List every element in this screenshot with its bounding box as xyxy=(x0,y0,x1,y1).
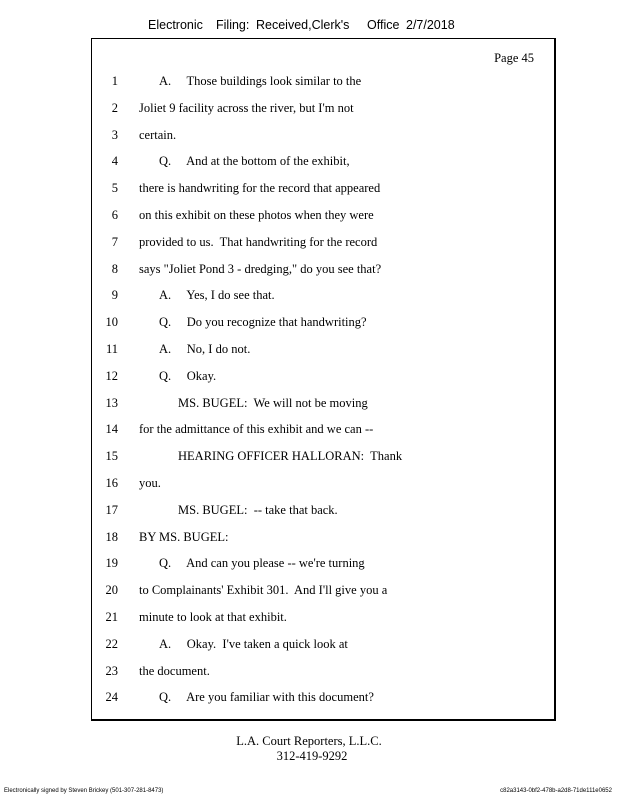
transcript-line xyxy=(92,664,552,682)
transcript-line xyxy=(92,342,552,360)
line-number: 24 xyxy=(105,690,118,705)
line-text: HEARING OFFICER HALLORAN: Thank xyxy=(178,449,403,464)
transcript-line xyxy=(92,610,552,628)
line-text: BY MS. BUGEL: xyxy=(139,529,229,544)
line-text: you. xyxy=(139,476,161,490)
transcript-line xyxy=(92,476,552,494)
transcript-line xyxy=(92,449,552,467)
line-text: certain. xyxy=(139,127,177,142)
line-text: Q. Do you recognize that handwriting? xyxy=(159,315,367,330)
line-number: 21 xyxy=(105,610,118,624)
line-number: 18 xyxy=(105,529,118,544)
line-number: 17 xyxy=(105,502,118,517)
line-text: Joliet 9 facility across the river, but I'm not xyxy=(139,100,354,115)
line-text: A. No, I do not. xyxy=(159,342,251,356)
line-text: provided to us. That handwriting for the record xyxy=(139,234,378,249)
line-number: 1 xyxy=(111,74,118,88)
line-number: 14 xyxy=(105,422,118,437)
transcript-line xyxy=(92,208,552,226)
line-number: 8 xyxy=(111,261,118,276)
header-received: Received,Clerk's xyxy=(256,18,350,32)
transcript-line xyxy=(92,556,552,574)
line-number: 3 xyxy=(111,127,118,142)
line-text: to Complainants' Exhibit 301. And I'll give you a xyxy=(139,583,388,598)
line-number: 9 xyxy=(111,288,118,303)
transcript-line xyxy=(92,74,552,92)
line-number: 11 xyxy=(105,342,118,356)
reporter-footer xyxy=(0,734,618,764)
line-number: 4 xyxy=(111,154,118,169)
transcript-line xyxy=(92,396,552,414)
transcript-page xyxy=(91,38,556,721)
transcript-line xyxy=(92,128,552,146)
line-text: Q. And at the bottom of the exhibit, xyxy=(159,154,350,169)
transcript-line xyxy=(92,101,552,119)
line-text: the document. xyxy=(139,663,210,678)
line-text: Q. Are you familiar with this document? xyxy=(159,690,374,705)
line-text: Q. And can you please -- we're turning xyxy=(159,556,365,571)
transcript-line xyxy=(92,315,552,333)
line-number: 19 xyxy=(105,556,118,571)
line-number: 23 xyxy=(105,663,118,678)
line-text: minute to look at that exhibit. xyxy=(139,610,287,624)
header-filing: Filing: xyxy=(216,18,250,32)
transcript-line xyxy=(92,583,552,601)
page-number: Page 45 xyxy=(494,51,534,65)
line-number: 16 xyxy=(105,476,118,490)
signature-left: Electronically signed by Steven Brickey (501-307-281-8473) xyxy=(4,788,164,794)
transcript-line xyxy=(92,262,552,280)
line-number: 15 xyxy=(105,449,118,464)
line-number: 6 xyxy=(111,208,118,222)
line-number: 10 xyxy=(105,315,118,330)
filing-header xyxy=(148,18,468,36)
line-text: A. Yes, I do see that. xyxy=(159,288,275,303)
line-number: 12 xyxy=(105,368,118,383)
header-electronic: Electronic xyxy=(148,18,203,32)
header-date: 2/7/2018 xyxy=(406,18,455,32)
transcript-line xyxy=(92,369,552,387)
transcript-line xyxy=(92,235,552,253)
line-text: for the admittance of this exhibit and we can -- xyxy=(139,422,374,437)
line-text: MS. BUGEL: -- take that back. xyxy=(178,502,338,517)
transcript-line xyxy=(92,530,552,548)
line-number: 20 xyxy=(105,583,118,598)
reporter-company: L.A. Court Reporters, L.L.C. xyxy=(236,734,382,748)
line-number: 2 xyxy=(111,100,118,115)
line-number: 5 xyxy=(111,181,118,196)
transcript-line xyxy=(92,181,552,199)
line-text: A. Those buildings look similar to the xyxy=(159,74,362,88)
transcript-line xyxy=(92,503,552,521)
header-office: Office xyxy=(367,18,400,32)
line-text: MS. BUGEL: We will not be moving xyxy=(178,395,368,410)
reporter-phone: 312-419-9292 xyxy=(276,749,348,763)
transcript-line xyxy=(92,422,552,440)
transcript-line xyxy=(92,690,552,708)
line-text: on this exhibit on these photos when they were xyxy=(139,208,374,222)
transcript-line xyxy=(92,154,552,172)
line-text: says "Joliet Pond 3 - dredging," do you see that? xyxy=(139,261,382,276)
line-number: 22 xyxy=(105,636,118,651)
line-text: Q. Okay. xyxy=(159,368,217,383)
line-number: 13 xyxy=(105,395,118,410)
line-number: 7 xyxy=(111,234,118,249)
transcript-line xyxy=(92,288,552,306)
transcript-line xyxy=(92,637,552,655)
signature-right: c82a3143-0bf2-478b-a2d8-71de111e0652 xyxy=(500,788,612,794)
line-text: there is handwriting for the record that appeared xyxy=(139,181,381,196)
line-text: A. Okay. I've taken a quick look at xyxy=(159,636,348,651)
